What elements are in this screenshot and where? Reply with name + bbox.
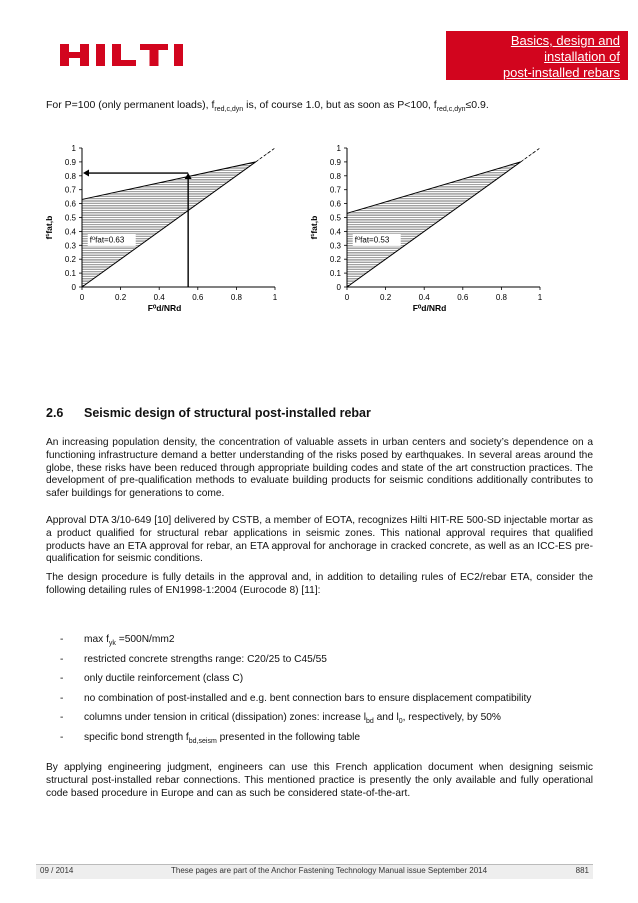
- title-line-2: installation of: [544, 49, 620, 64]
- f0-annotation: f⁰fat=0.53: [354, 235, 390, 245]
- x-tick-label: 0.6: [192, 293, 204, 302]
- x-tick-label: 0.8: [230, 293, 242, 302]
- y-tick-label: 1: [336, 144, 341, 153]
- footer-note: These pages are part of the Anchor Fastening Technology Manual issue September 2014: [171, 866, 488, 875]
- x-axis-label: F⁰d/NRd: [412, 303, 447, 313]
- section-heading: 2.6 Seismic design of structural post-installed rebar: [46, 406, 371, 420]
- title-line-3: post-installed rebars: [502, 65, 620, 80]
- paragraph-conclusion: By applying engineering judgment, engineers can use this French application document when designing seismic structural post-installed rebar connections. This mentioned practice is presently the only available and fully operational code based procedure in Europe and can as such be considered state-of-the-art.: [46, 762, 593, 799]
- x-tick-label: 0: [79, 293, 85, 302]
- y-tick-label: 1: [71, 144, 76, 153]
- y-tick-label: 0: [336, 283, 341, 292]
- y-tick-label: 0.7: [329, 185, 341, 195]
- x-tick-label: 0.4: [153, 293, 165, 302]
- x-tick-label: 0.8: [495, 293, 507, 302]
- y-tick-label: 0: [71, 283, 76, 292]
- y-tick-label: 0.9: [64, 157, 76, 167]
- y-axis-label: f¹fat,b: [44, 215, 54, 240]
- list-item: - columns under tension in critical (dissipation) zones: increase $l_{bd}$ and $l_0$, respectively, by 50%: [60, 712, 501, 726]
- y-tick-label: 0.3: [64, 241, 76, 251]
- fatigue-chart-2: [305, 136, 555, 321]
- fatigue-chart-1: [40, 136, 290, 321]
- page-header: [36, 31, 620, 80]
- list-item: - specific bond strength $f_{bd,seism}$ presented in the following table: [60, 731, 361, 745]
- x-tick-label: 1: [272, 293, 278, 302]
- y-tick-label: 0.6: [329, 199, 341, 209]
- paragraph-design-procedure: The design procedure is fully details in the approval and, in addition to detailing rules of EC2/rebar ETA, consider the following detailing rules of EN1998-1:2004 (Eurocode 8) [11]:: [46, 572, 593, 596]
- paragraph-seismic-risk: An increasing population density, the concentration of valuable assets in urban centers and society’s dependence on a functioning infrastructure demand a better understanding of the risks posed by earthquakes. In several areas around the globe, these risks have been reduced through appropriate building codes and state of the art construction practices. The development of pre-qualification methods to evaluate building products for seismic conditions additionally contributes to safer buildings for generations to come.: [46, 437, 593, 500]
- y-tick-label: 0.5: [329, 213, 341, 223]
- x-tick-label: 0.2: [115, 293, 127, 302]
- x-axis-label: F⁰d/NRd: [147, 303, 182, 313]
- detailing-rules-list: [60, 634, 531, 751]
- y-tick-label: 0.7: [64, 185, 76, 195]
- page-number: 881: [575, 866, 589, 875]
- y-tick-label: 0.8: [329, 171, 341, 181]
- y-tick-label: 0.4: [64, 227, 76, 237]
- y-tick-label: 0.2: [64, 255, 76, 265]
- list-item: - restricted concrete strengths range: C20/25 to C45/55: [60, 653, 327, 665]
- paragraph-approval: Approval DTA 3/10-649 [10] delivered by CSTB, a member of EOTA, recognizes Hilti HIT-RE 500-SD injectable mortar as a product qualified for structural rebar applications in seismic zones. This national approval requires that qualified products have an ETA approval for rebar, an ETA approval for anchorage in cracked concrete, as well as an ICC-ES pre-qualification for seismic conditions.: [46, 515, 593, 565]
- page-footer: [36, 864, 593, 879]
- hilti-logo: [60, 44, 200, 66]
- y-tick-label: 0.5: [64, 213, 76, 223]
- x-tick-label: 0.6: [457, 293, 469, 302]
- f0-annotation: f⁰fat=0.63: [89, 235, 125, 245]
- list-item: - no combination of post-installed and e.g. bent connection bars to ensure displacement compatibility: [60, 692, 532, 704]
- list-item: - only ductile reinforcement (class C): [60, 673, 244, 684]
- y-tick-label: 0.2: [329, 255, 341, 265]
- y-tick-label: 0.6: [64, 199, 76, 209]
- x-tick-label: 0.4: [418, 293, 430, 302]
- title-line-1: Basics, design and: [510, 33, 620, 48]
- x-tick-label: 0.2: [380, 293, 392, 302]
- title-box: [446, 31, 628, 80]
- y-tick-label: 0.1: [329, 269, 341, 279]
- y-tick-label: 0.8: [64, 171, 76, 181]
- y-tick-label: 0.9: [329, 157, 341, 167]
- y-axis-label: f¹fat,b: [309, 215, 319, 240]
- upper-bound-line: [347, 162, 521, 213]
- x-tick-label: 1: [537, 293, 543, 302]
- list-item: - $\max f_{yk} =500N/mm2$: [60, 634, 175, 648]
- y-tick-label: 0.3: [329, 241, 341, 251]
- y-tick-label: 0.4: [329, 227, 341, 237]
- intro-text: For P=100 (only permanent loads), $f_{red,c,dyn}$ is, of course 1.0, but as soon as P<100, $f_{red,c,dyn}\le 0.9$.: [46, 99, 489, 114]
- footer-date: 09 / 2014: [40, 866, 74, 875]
- x-tick-label: 0: [344, 293, 350, 302]
- horizontal-arrow-head: [83, 170, 89, 177]
- y-tick-label: 0.1: [64, 269, 76, 279]
